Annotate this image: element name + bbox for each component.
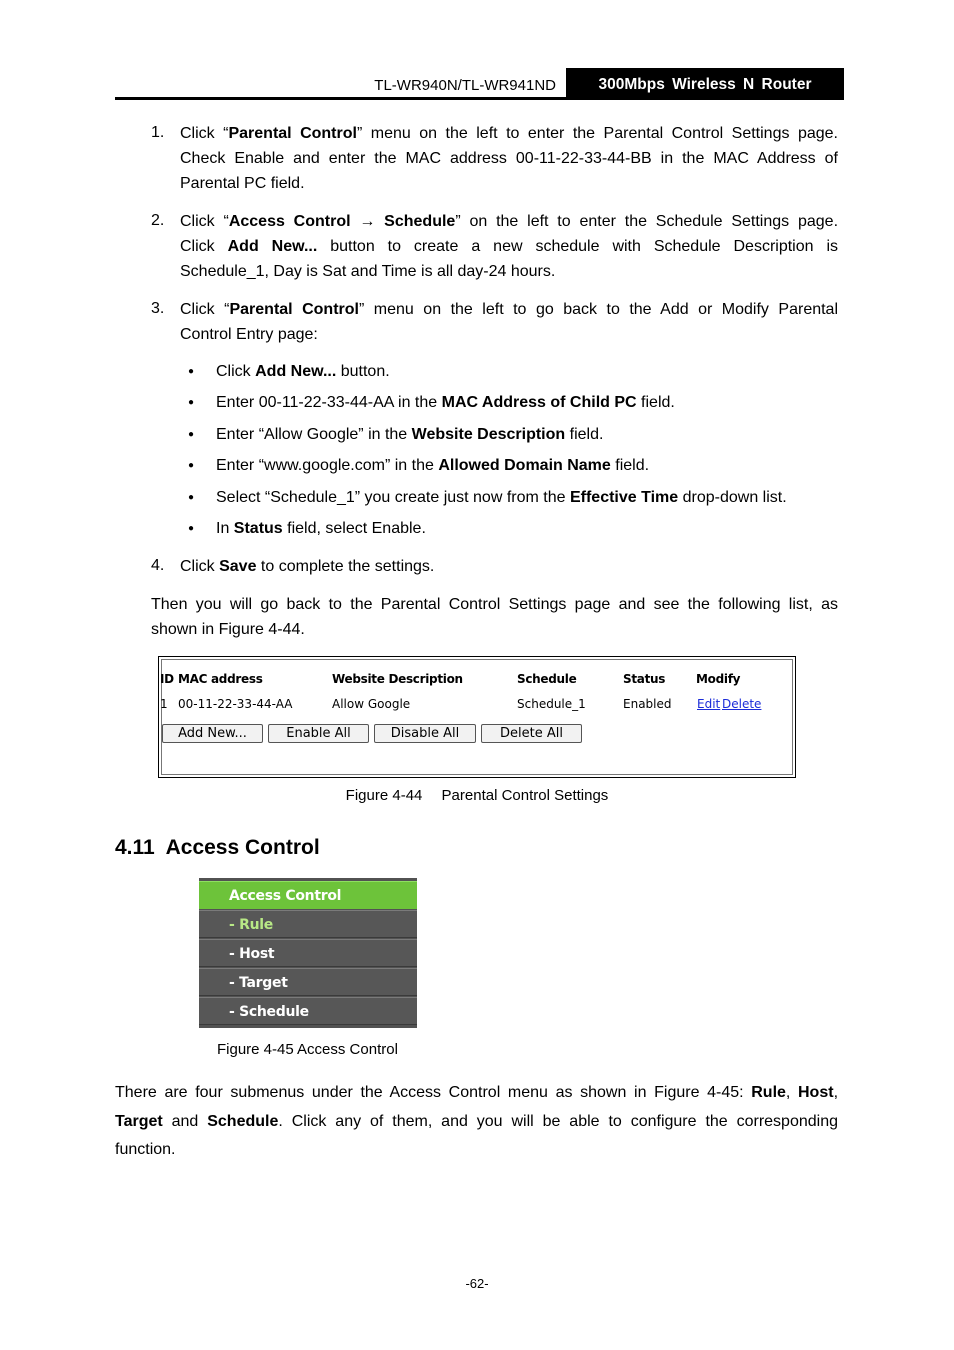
figure-45-caption: Figure 4-45 Access Control xyxy=(217,1041,398,1058)
bullet-item: Click Add New... button. xyxy=(216,363,390,380)
step-number: 2. xyxy=(151,212,165,229)
bullet-item: Select “Schedule_1” you create just now from the Effective Time drop-down list. xyxy=(216,489,787,506)
step-1-text: Click “Parental Control” menu on the left to enter the Parental Control Settings page. Check Enable and enter the MAC address 00-11-22-33-44-BB in the MAC Address of Parental PC field. xyxy=(180,125,838,192)
cell-id: 1 xyxy=(160,697,168,711)
bullet-icon: ● xyxy=(188,366,195,377)
enable-all-button[interactable]: Enable All xyxy=(268,724,369,743)
bullet-item: Enter 00-11-22-33-44-AA in the MAC Address of Child PC field. xyxy=(216,394,675,411)
col-header-desc: Website Description xyxy=(332,672,463,686)
cell-schedule: Schedule_1 xyxy=(517,697,586,711)
cell-mac: 00-11-22-33-44-AA xyxy=(178,697,293,711)
menu-item-host[interactable]: - Host xyxy=(199,939,417,967)
col-header-mac: MAC address xyxy=(178,672,263,686)
menu-item-access-control[interactable]: Access Control xyxy=(199,881,417,909)
bullet-icon: ● xyxy=(188,429,195,440)
paragraph-submenus: There are four submenus under the Access Control menu as shown in Figure 4-45: Rule, Host, Target and Schedule. Click any of them, and you will be able to configure the corresponding function. xyxy=(115,1084,839,1158)
bullet-icon: ● xyxy=(188,397,195,408)
col-header-modify: Modify xyxy=(696,672,741,686)
bullet-item: Enter “www.google.com” in the Allowed Domain Name field. xyxy=(216,457,650,474)
paragraph-then: Then you will go back to the Parental Control Settings page and see the following list, as shown in Figure 4-44. xyxy=(151,596,838,638)
bullet-item: Enter “Allow Google” in the Website Description field. xyxy=(216,426,604,443)
bullet-icon: ● xyxy=(188,523,195,534)
step-number: 4. xyxy=(151,557,165,574)
menu-item-schedule[interactable]: - Schedule xyxy=(199,997,417,1025)
header-rule xyxy=(115,97,844,100)
header-product: 300Mbps Wireless N Router xyxy=(598,76,812,93)
figure-44-caption: Figure 4-44 Parental Control Settings xyxy=(345,787,609,804)
page-number: -62- xyxy=(465,1276,489,1291)
step-number: 1. xyxy=(151,124,165,141)
cell-status: Enabled xyxy=(623,697,672,711)
step-2-text: Click “Access Control → Schedule” on the left to enter the Schedule Settings page. Click Add New... button to create a new schedule with Schedule Description is Schedule_1, Day is Sat and Time is all day-24 hours. xyxy=(180,213,839,280)
menu-item-target[interactable]: - Target xyxy=(199,968,417,996)
bullet-item: In Status field, select Enable. xyxy=(216,520,426,537)
col-header-id: ID xyxy=(160,672,174,686)
delete-all-button[interactable]: Delete All xyxy=(481,724,582,743)
step-3-text: Click “Parental Control” menu on the left to go back to the Add or Modify Parental Control Entry page: xyxy=(180,301,839,343)
edit-link[interactable]: Edit xyxy=(697,697,721,711)
bullet-icon: ● xyxy=(188,492,195,503)
cell-desc: Allow Google xyxy=(332,697,411,711)
header-model: TL-WR940N/TL-WR941ND xyxy=(374,77,556,94)
add-new-button[interactable]: Add New... xyxy=(162,724,263,743)
col-header-schedule: Schedule xyxy=(517,672,577,686)
step-number: 3. xyxy=(151,300,165,317)
delete-link[interactable]: Delete xyxy=(722,697,762,711)
step-4-text: Click Save to complete the settings. xyxy=(180,558,435,575)
access-control-menu xyxy=(199,878,417,1028)
parental-control-table-figure xyxy=(158,656,796,778)
col-header-status: Status xyxy=(623,672,666,686)
bullet-icon: ● xyxy=(188,460,195,471)
menu-item-rule[interactable]: - Rule xyxy=(199,910,417,938)
section-heading: 4.11 Access Control xyxy=(115,836,320,859)
disable-all-button[interactable]: Disable All xyxy=(374,724,476,743)
